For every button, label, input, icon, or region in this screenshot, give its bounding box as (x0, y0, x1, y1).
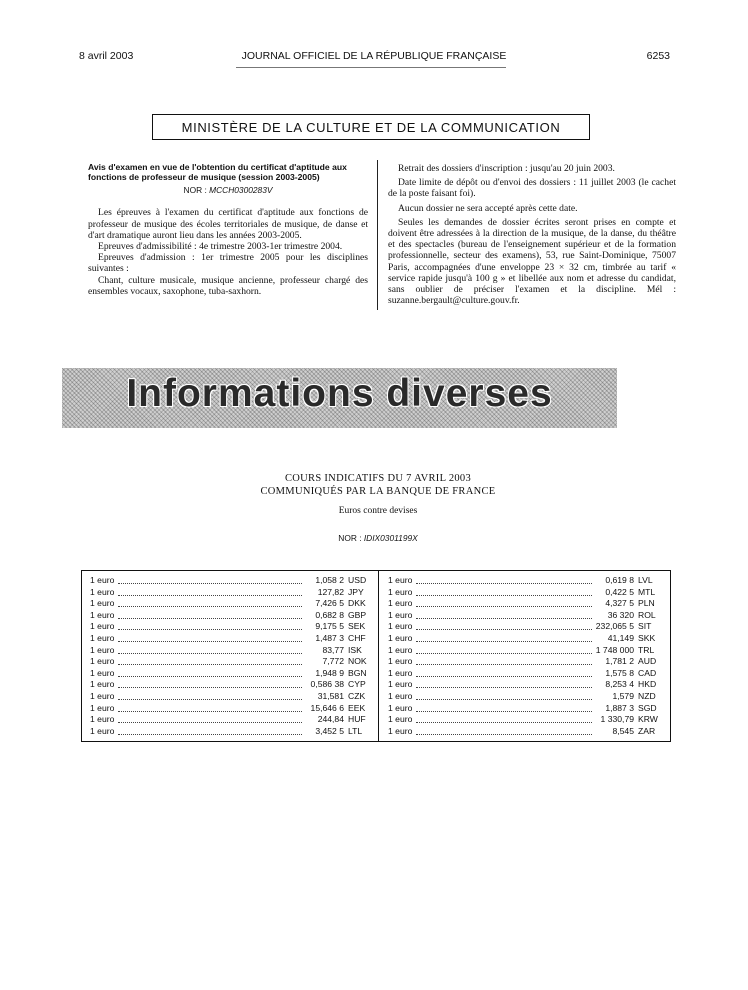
rates-column-right (388, 575, 662, 737)
rate-row (388, 598, 662, 610)
rate-value: 41,149 (607, 632, 634, 643)
avis-nor (88, 185, 368, 196)
rate-value: 1,887 3 (605, 702, 634, 713)
rate-row (90, 633, 372, 645)
avis-title: Avis d'examen en vue de l'obtention du certificat d'aptitude aux fonctions de professeur de musique (session 2003-2005) (88, 162, 347, 182)
rate-label: 1 euro (388, 609, 413, 620)
currency-code: CZK (348, 690, 366, 701)
rate-leader-dots (416, 595, 592, 596)
avis-paragraph: Chant, culture musicale, musique ancienne, professeur chargé des ensembles vocaux, saxophone, tuba-saxhorn. (88, 274, 368, 297)
banner-title: Informations diverses (126, 372, 553, 415)
rate-value: 0,586 38 (310, 679, 344, 690)
rate-leader-dots (416, 583, 592, 584)
rate-leader-dots (416, 641, 592, 642)
rate-row (90, 679, 372, 691)
rate-value: 127,82 (317, 586, 344, 597)
ministry-heading (152, 114, 590, 140)
rate-value: 0,619 8 (605, 575, 634, 585)
rate-row (90, 645, 372, 657)
currency-code: CAD (638, 667, 657, 678)
currency-code: DKK (348, 598, 366, 609)
currency-code: ISK (348, 644, 362, 655)
currency-code: HUF (348, 714, 366, 725)
rate-label: 1 euro (388, 667, 413, 678)
rate-label: 1 euro (388, 598, 413, 609)
rate-row (388, 726, 662, 738)
currency-code: BGN (348, 667, 367, 678)
avis-paragraph: Epreuves d'admission : 1er trimestre 2005 pour les disciplines suivantes : (88, 252, 368, 275)
rates-column-left (90, 575, 372, 737)
rate-label: 1 euro (90, 609, 115, 620)
cours-subtitle: Euros contre devises (338, 506, 418, 516)
rate-leader-dots (118, 734, 302, 735)
rate-label: 1 euro (388, 575, 413, 585)
header-rule (236, 67, 506, 68)
rate-row (388, 633, 662, 645)
rate-label: 1 euro (90, 632, 115, 643)
rate-value: 9,175 5 (315, 621, 344, 632)
rate-label: 1 euro (90, 621, 115, 632)
rate-label: 1 euro (388, 656, 413, 667)
rate-value: 31,581 (317, 690, 344, 701)
currency-code: SIT (638, 621, 652, 632)
rate-row (90, 598, 372, 610)
rate-label: 1 euro (90, 725, 115, 736)
rate-value: 1,487 3 (315, 632, 344, 643)
rate-leader-dots (118, 664, 302, 665)
rate-value: 7,772 (322, 656, 344, 667)
ministry-name: MINISTÈRE DE LA CULTURE ET DE LA COMMUNICATION (181, 119, 561, 135)
rate-value: 1,058 2 (315, 575, 344, 585)
currency-code: NZD (638, 690, 656, 701)
currency-code: GBP (348, 609, 367, 620)
rate-value: 244,84 (317, 714, 344, 725)
currency-code: EEK (348, 702, 366, 713)
rate-label: 1 euro (90, 586, 115, 597)
rate-label: 1 euro (90, 679, 115, 690)
rate-row (90, 691, 372, 703)
rate-value: 8,545 (612, 725, 634, 736)
avis-paragraph: Epreuves d'admissibilité : 4e trimestre 2003-1er trimestre 2004. (98, 241, 343, 252)
currency-code: SEK (348, 621, 366, 632)
rate-row (388, 575, 662, 587)
rate-leader-dots (118, 687, 302, 688)
rate-value: 1 330,79 (600, 714, 634, 725)
rate-row (388, 691, 662, 703)
rate-row (388, 656, 662, 668)
currency-code: NOK (348, 656, 367, 667)
cours-title (0, 472, 748, 498)
cours-nor-label: NOR : (338, 533, 362, 543)
rate-leader-dots (416, 618, 592, 619)
currency-code: LVL (638, 575, 653, 585)
rate-row (388, 703, 662, 715)
rate-value: 3,452 5 (315, 725, 344, 736)
rate-row (90, 610, 372, 622)
rate-value: 7,426 5 (315, 598, 344, 609)
rate-row (388, 714, 662, 726)
rate-label: 1 euro (90, 598, 115, 609)
rate-row (388, 587, 662, 599)
section-banner (62, 368, 617, 428)
currency-code: PLN (638, 598, 655, 609)
rate-value: 0,422 5 (605, 586, 634, 597)
avis-paragraph: Seules les demandes de dossier écrites seront prises en compte et doivent être adressées à la direction de la musique, de la danse, du théâtre et des spectacles (bureau de l'enseignement supérieur et de la formation professionnelle, secteur des examens), 53, rue Saint-Dominique, 75007 Paris, accompagnées d'une enveloppe 23 × 32 cm, timbrée au tarif « service rapide jusqu'à 100 g » et libellée aux nom et adresse du candidat, sans oublier de préciser l'examen et la discipline. Mél : suzanne.bergault@culture.gouv.fr. (388, 216, 676, 307)
rate-label: 1 euro (90, 690, 115, 701)
currency-code: CYP (348, 679, 366, 690)
rate-row (90, 703, 372, 715)
cours-title-line1: COURS INDICATIFS DU 7 AVRIL 2003 (284, 473, 472, 484)
rate-label: 1 euro (388, 702, 413, 713)
rate-value: 8,253 4 (605, 679, 634, 690)
rate-value: 15,646 6 (310, 702, 344, 713)
rate-label: 1 euro (388, 621, 413, 632)
exchange-rates-table (81, 570, 671, 742)
rate-leader-dots (118, 653, 302, 654)
rate-value: 1,575 8 (605, 667, 634, 678)
rate-value: 232,065 5 (595, 621, 634, 632)
currency-code: JPY (348, 586, 364, 597)
journal-title: JOURNAL OFFICIEL DE LA RÉPUBLIQUE FRANÇAISE (241, 50, 507, 62)
rate-leader-dots (416, 664, 592, 665)
rate-value: 1,579 (612, 690, 634, 701)
rate-label: 1 euro (388, 644, 413, 655)
rate-leader-dots (416, 722, 592, 723)
rate-row (90, 587, 372, 599)
rate-row (90, 621, 372, 633)
rate-value: 1,948 9 (315, 667, 344, 678)
avis-paragraph: Date limite de dépôt ou d'envoi des dossiers : 11 juillet 2003 (le cachet de la poste faisant foi). (388, 177, 676, 200)
rate-label: 1 euro (90, 667, 115, 678)
rate-value: 4,327 5 (605, 598, 634, 609)
rate-leader-dots (118, 699, 302, 700)
rate-row (90, 575, 372, 587)
rate-value: 0,682 8 (315, 609, 344, 620)
rate-label: 1 euro (388, 725, 413, 736)
currency-code: MTL (638, 586, 656, 597)
rate-label: 1 euro (388, 679, 413, 690)
avis-paragraph: Retrait des dossiers d'inscription : jusqu'au 20 juin 2003. (398, 163, 615, 174)
rate-row (90, 714, 372, 726)
currency-code: HKD (638, 679, 657, 690)
currency-code: SKK (638, 632, 656, 643)
rate-leader-dots (416, 734, 592, 735)
cours-title-line2: COMMUNIQUÉS PAR LA BANQUE DE FRANCE (260, 486, 496, 497)
rate-row (388, 679, 662, 691)
cours-nor (0, 533, 748, 543)
rate-leader-dots (118, 606, 302, 607)
rate-label: 1 euro (388, 586, 413, 597)
avis-nor-code: MCCH0300283V (209, 185, 273, 196)
rate-leader-dots (416, 676, 592, 677)
currency-code: USD (348, 575, 367, 585)
header-date: 8 avril 2003 (79, 50, 134, 62)
rate-value: 36 320 (607, 609, 634, 620)
rate-leader-dots (416, 687, 592, 688)
currency-code: KRW (638, 714, 658, 725)
rate-label: 1 euro (90, 702, 115, 713)
avis-left-column (88, 163, 368, 297)
currency-code: ROL (638, 609, 656, 620)
rate-leader-dots (118, 641, 302, 642)
currency-code: CHF (348, 632, 366, 643)
rate-row (388, 610, 662, 622)
rate-row (90, 668, 372, 680)
rate-label: 1 euro (90, 714, 115, 725)
avis-nor-label: NOR : (183, 185, 207, 196)
rate-value: 1 748 000 (595, 644, 634, 655)
cours-nor-code: IDIX0301199X (363, 533, 418, 543)
rate-leader-dots (416, 629, 592, 630)
rate-leader-dots (416, 711, 592, 712)
rate-label: 1 euro (388, 690, 413, 701)
page-number: 6253 (646, 50, 670, 62)
rate-label: 1 euro (90, 575, 115, 585)
currency-code: SGD (638, 702, 657, 713)
rate-leader-dots (118, 722, 302, 723)
rate-leader-dots (118, 629, 302, 630)
rate-row (388, 645, 662, 657)
rate-label: 1 euro (388, 632, 413, 643)
currency-code: ZAR (638, 725, 656, 736)
rate-label: 1 euro (388, 714, 413, 725)
rate-row (90, 656, 372, 668)
column-divider (377, 160, 378, 310)
rate-leader-dots (416, 606, 592, 607)
rate-value: 1,781 2 (605, 656, 634, 667)
rate-row (388, 668, 662, 680)
currency-code: LTL (348, 725, 363, 736)
rate-label: 1 euro (90, 644, 115, 655)
avis-paragraph: Aucun dossier ne sera accepté après cette date. (398, 202, 578, 214)
rate-leader-dots (118, 676, 302, 677)
rate-leader-dots (416, 653, 592, 654)
currency-code: AUD (638, 656, 657, 667)
avis-paragraph: Les épreuves à l'examen du certificat d'aptitude aux fonctions de professeur de musique des écoles territoriales de musique, de danse et d'art dramatique auront lieu dans les années 2003-2005. (88, 207, 368, 241)
rate-row (388, 621, 662, 633)
rate-leader-dots (118, 583, 302, 584)
avis-right-column (388, 163, 676, 309)
rate-value: 83,77 (322, 644, 344, 655)
currency-code: TRL (638, 644, 655, 655)
rate-leader-dots (118, 618, 302, 619)
rate-leader-dots (118, 711, 302, 712)
rate-row (90, 726, 372, 738)
rates-divider (378, 571, 379, 741)
rate-label: 1 euro (90, 656, 115, 667)
rate-leader-dots (118, 595, 302, 596)
rate-leader-dots (416, 699, 592, 700)
